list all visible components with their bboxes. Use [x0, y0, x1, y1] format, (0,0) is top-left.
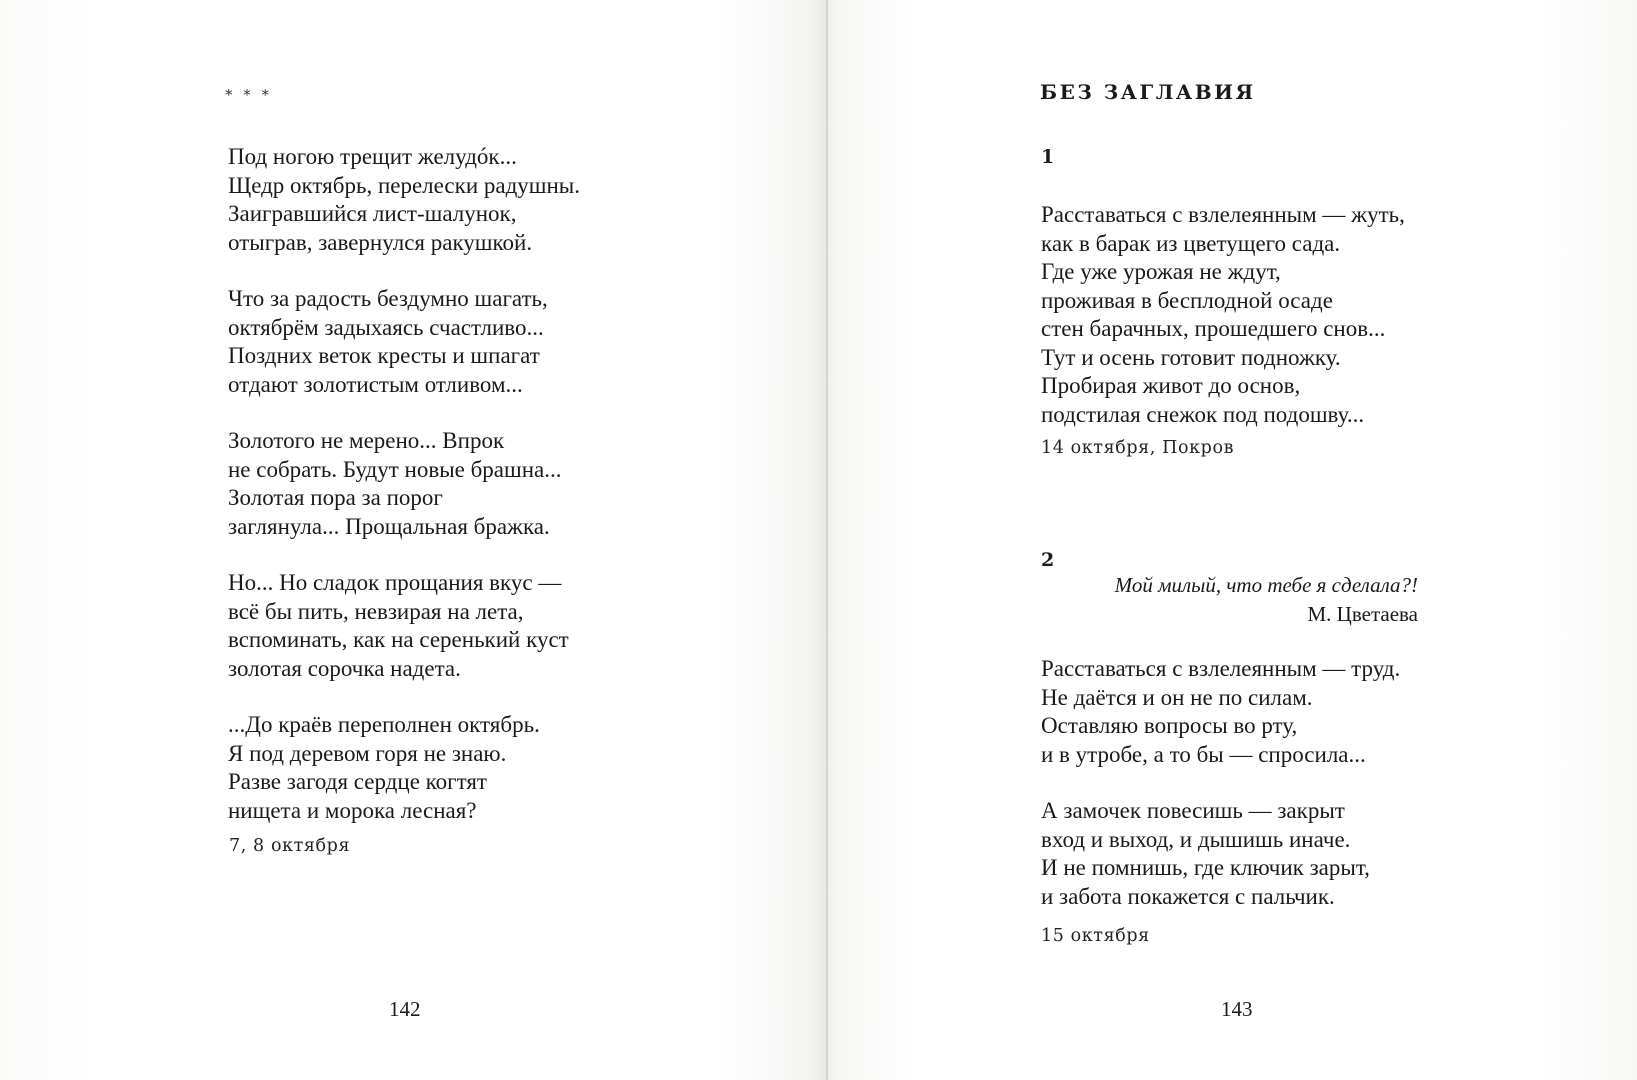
poem-line: как в барак из цветущего сада.: [1041, 230, 1341, 256]
poem-line: подстилая снежок под подошву...: [1041, 401, 1365, 427]
stanza: [228, 143, 580, 257]
poem-line: Щедр октябрь, перелески радушны.: [228, 172, 581, 198]
page-number: 142: [389, 997, 421, 1021]
left-poem: [228, 143, 580, 853]
stanza: [1041, 655, 1400, 769]
stanza: [228, 569, 580, 683]
poem-line: нищета и морока лесная?: [228, 797, 477, 823]
stanza: [228, 427, 580, 541]
poem-date: 7, 8 октября: [229, 836, 351, 856]
poem-line: стен барачных, прошедшего снов...: [1041, 316, 1386, 341]
poem-line: Я под деревом горя не знаю.: [228, 740, 507, 766]
poem-line: Под ногою трещит желудóк...: [228, 144, 517, 169]
stanza: [228, 711, 580, 825]
stanza: [1041, 797, 1400, 911]
poem-line: заглянула... Прощальная бражка.: [228, 513, 550, 539]
poem-line: Расставаться с взлелеянным — жуть,: [1041, 202, 1405, 227]
poem-line: и в утробе, а то бы — спросила...: [1041, 741, 1366, 767]
poem-line: отыграв, завернулся ракушкой.: [228, 229, 533, 255]
poem-line: Золотого не мерено... Впрок: [228, 428, 505, 453]
poem-line: не собрать. Будут новые брашна...: [228, 456, 562, 482]
poem-line: всё бы пить, невзирая на лета,: [228, 598, 524, 624]
section-separator: * * *: [225, 86, 273, 104]
poem-line: Расставаться с взлелеянным — труд.: [1041, 656, 1401, 681]
poem-line: Разве загодя сердце когтят: [228, 769, 487, 794]
page-number: 143: [1221, 997, 1253, 1021]
epigraph: [1041, 571, 1418, 629]
poem-line: Оставляю вопросы во рту,: [1041, 713, 1298, 738]
section-number: 2: [1041, 549, 1055, 571]
poem-line: и забота покажется с пальчик.: [1041, 883, 1335, 909]
poem-line: И не помнишь, где ключик зарыт,: [1041, 855, 1370, 880]
poem-line: октябрём задыхаясь счастливо...: [228, 314, 544, 340]
poem-title: БЕЗ ЗАГЛАВИЯ: [1040, 80, 1256, 104]
poem-line: Поздних веток кресты и шпагат: [228, 343, 540, 368]
poem-date: 15 октября: [1041, 926, 1150, 946]
section-number: 1: [1041, 146, 1055, 168]
epigraph-author: М. Цветаева: [1307, 602, 1418, 626]
poem-line: Не даётся и он не по силам.: [1041, 684, 1313, 710]
stanza: [228, 285, 580, 399]
poem-line: Пробирая живот до основ,: [1041, 373, 1301, 398]
poem-line: Где уже урожая не ждут,: [1041, 259, 1281, 284]
poem-line: отдают золотистым отливом...: [228, 371, 523, 397]
poem-section-2: [1041, 655, 1400, 939]
stanza: [1041, 201, 1405, 429]
poem-section-1: [1041, 201, 1405, 457]
poem-line: Что за радость бездумно шагать,: [228, 286, 548, 311]
poem-line: А замочек повесишь — закрыт: [1041, 798, 1345, 823]
epigraph-text: Мой милый, что тебе я сделала?!: [1114, 573, 1418, 597]
poem-line: Тут и осень готовит подножку.: [1041, 344, 1341, 370]
right-page: [828, 0, 1637, 1080]
poem-line: вспоминать, как на серенький куст: [228, 627, 569, 652]
poem-line: Заигравшийся лист-шалунок,: [228, 201, 517, 226]
poem-line: Золотая пора за порог: [228, 485, 443, 510]
poem-line: золотая сорочка надета.: [228, 655, 461, 681]
poem-line: ...До краёв переполнен октябрь.: [228, 712, 540, 737]
poem-line: вход и выход, и дышишь иначе.: [1041, 826, 1351, 852]
poem-line: проживая в бесплодной осаде: [1041, 287, 1333, 313]
poem-line: Но... Но сладок прощания вкус —: [228, 570, 562, 595]
poem-date: 14 октября, Покров: [1041, 438, 1235, 458]
